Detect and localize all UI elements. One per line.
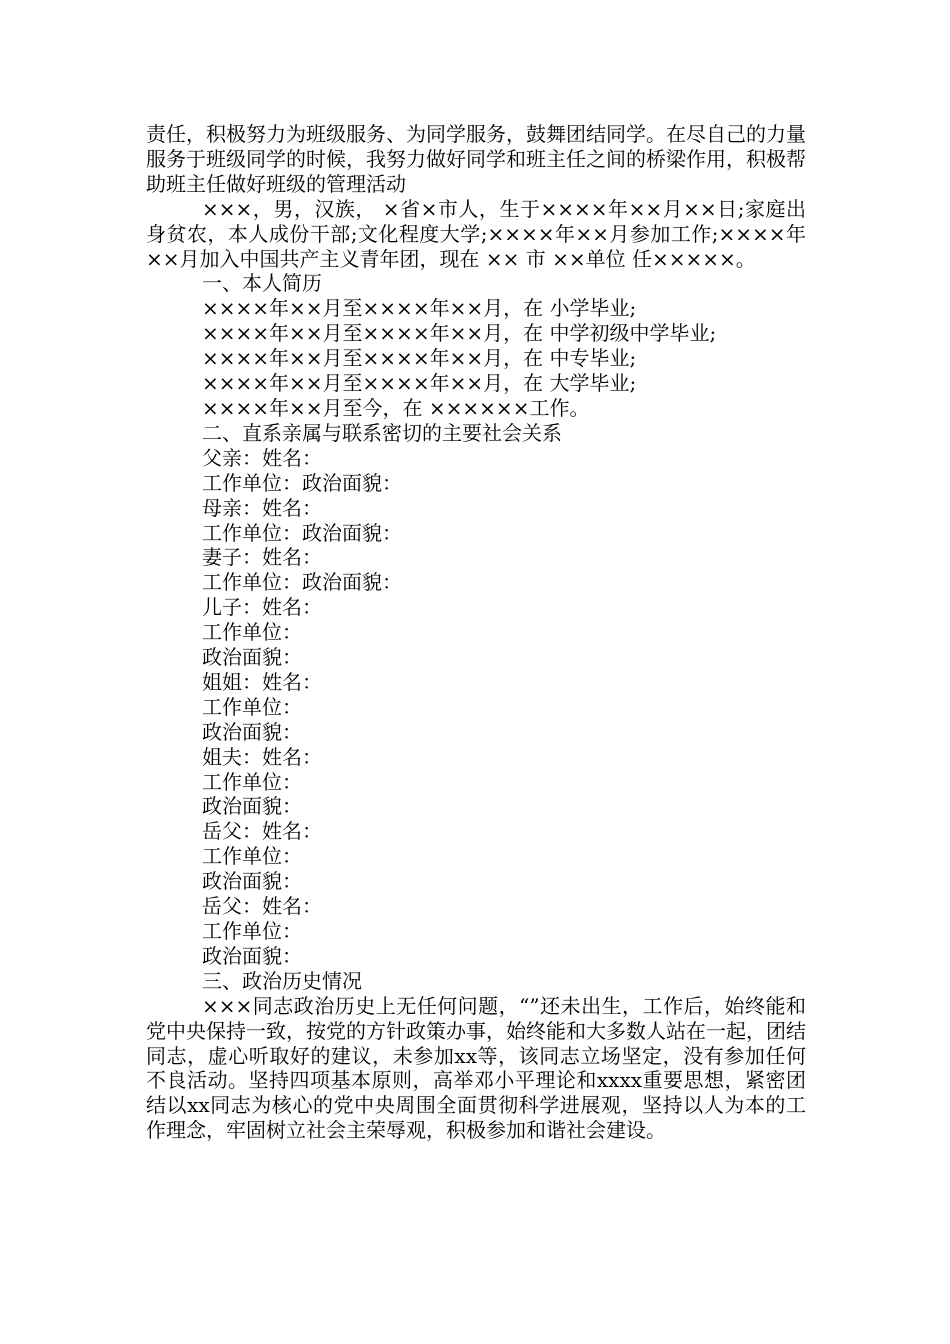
document-page — [146, 122, 806, 1143]
relative-line: 工作单位：政治面貌： — [202, 570, 402, 595]
resume-entry: ××××年××月至××××年××月，在 中专毕业; — [202, 346, 637, 371]
paragraph-political-history: ×××同志政治历史上无任何问题，“”还未出生，工作后，始终能和党中央保持一致，按党的方针政策办事，始终能和大多数人站在一起，团结同志，虚心听取好的建议，未参加xx等，该同志立场坚定，没有参加任何不良活动。坚持四项基本原则，高举邓小平理论和xxxx重要思想，紧密团结以xx同志为核心的党中央周围全面贯彻科学进展观，坚持以人为本的工作理念，牢固树立社会主荣辱观，积极参加和谐社会建设。 — [146, 993, 806, 1143]
relative-line: 工作单位： — [202, 844, 302, 869]
relative-line: 工作单位：政治面貌： — [202, 470, 402, 495]
relative-line: 政治面貌： — [202, 869, 302, 894]
relative-line: 姐姐：姓名： — [202, 669, 322, 694]
relative-line: 儿子：姓名： — [202, 595, 322, 620]
paragraph-intro-continuation: 责任，积极努力为班级服务、为同学服务，鼓舞团结同学。在尽自己的力量服务于班级同学的时候，我努力做好同学和班主任之间的桥梁作用，积极帮助班主任做好班级的管理活动 — [146, 122, 806, 196]
section-heading-political-history: 三、政治历史情况 — [202, 968, 362, 993]
paragraph-personal-info: ×××，男，汉族， ×省×市人，生于××××年××月××日;家庭出身贫农，本人成份干部;文化程度大学;××××年××月参加工作;××××年××月加入中国共产主义青年团，现在 ×× 市 ××单位 任×××××。 — [146, 196, 806, 271]
relative-line: 政治面貌： — [202, 794, 302, 819]
relative-line: 工作单位： — [202, 769, 302, 794]
relative-line: 妻子：姓名： — [202, 545, 322, 570]
relative-line: 政治面貌： — [202, 943, 302, 968]
resume-entry: ××××年××月至××××年××月，在 中学初级中学毕业; — [202, 321, 717, 346]
relative-line: 工作单位：政治面貌： — [202, 520, 402, 545]
relative-line: 工作单位： — [202, 919, 302, 943]
relative-line: 工作单位： — [202, 620, 302, 645]
section-heading-relatives: 二、直系亲属与联系密切的主要社会关系 — [202, 420, 562, 445]
relative-line: 岳父：姓名： — [202, 894, 322, 919]
resume-entry: ××××年××月至今，在 ××××××工作。 — [202, 395, 590, 420]
relative-line: 母亲：姓名： — [202, 495, 322, 520]
resume-entry: ××××年××月至××××年××月，在 大学毕业; — [202, 371, 637, 396]
resume-entry: ××××年××月至××××年××月，在 小学毕业; — [202, 296, 637, 321]
section-heading-resume: 一、本人简历 — [202, 271, 322, 296]
relative-line: 工作单位： — [202, 694, 302, 719]
relative-line: 政治面貌： — [202, 645, 302, 670]
relative-line: 父亲：姓名： — [202, 445, 322, 470]
relative-line: 姐夫：姓名： — [202, 744, 322, 769]
relative-line: 岳父：姓名： — [202, 819, 322, 844]
relative-line: 政治面貌： — [202, 719, 302, 744]
